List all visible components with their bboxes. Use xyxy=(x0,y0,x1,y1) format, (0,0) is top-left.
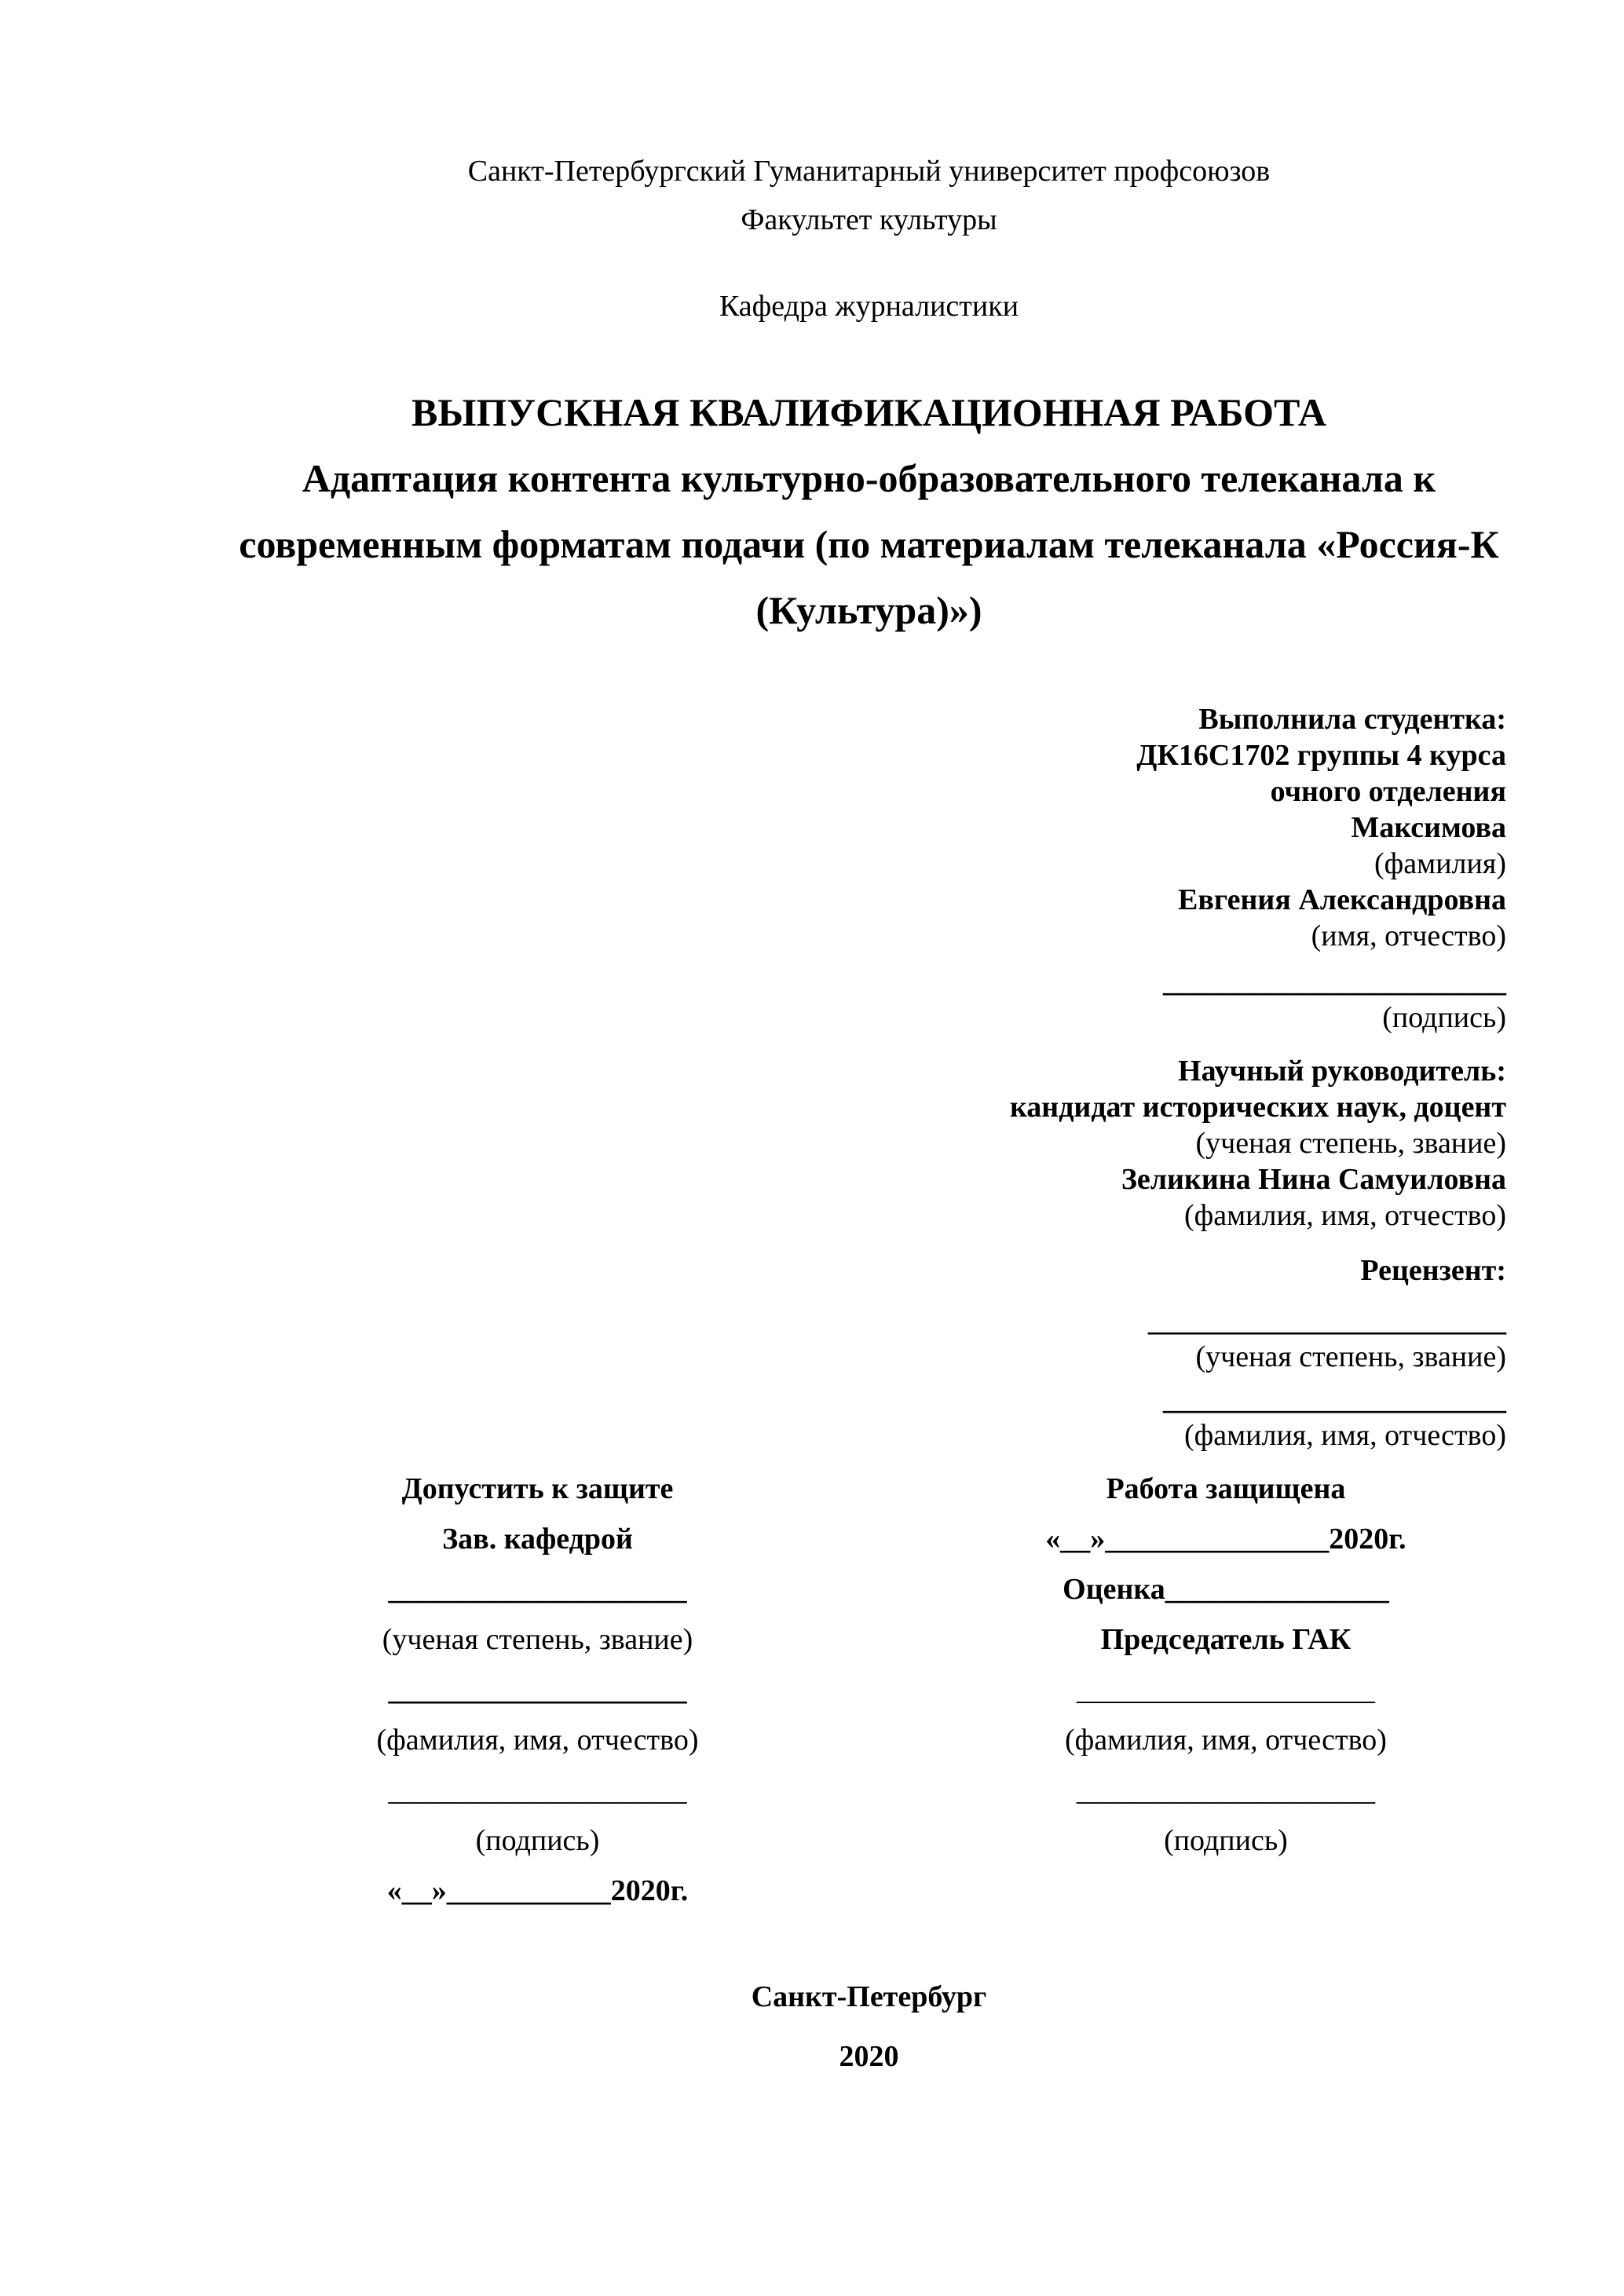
advisor-name-caption: (фамилия, имя, отчество) xyxy=(1183,1199,1506,1232)
reviewer-name-caption: (фамилия, имя, отчество) xyxy=(1183,1419,1506,1452)
reviewer-degree-line: ________________________ xyxy=(1148,1304,1506,1337)
advisor-degree: кандидат исторических наук, доцент xyxy=(1009,1091,1506,1124)
student-block xyxy=(232,701,1506,1036)
faculty-name: Факультет культуры xyxy=(741,203,997,236)
performed-by-label: Выполнила студентка: xyxy=(1198,703,1506,736)
right-date-line: «__»_______________2020г. xyxy=(1045,1523,1406,1556)
grade-line: Оценка_______________ xyxy=(1063,1573,1389,1606)
title-block xyxy=(232,379,1506,643)
reviewer-degree-caption: (ученая степень, звание) xyxy=(1195,1340,1506,1373)
gak-chairman-label: Председатель ГАК xyxy=(1100,1623,1352,1656)
admit-to-defense-label: Допустить к защите xyxy=(401,1472,674,1505)
reviewer-label: Рецензент: xyxy=(1360,1254,1506,1287)
student-signature-caption: (подпись) xyxy=(1382,1001,1506,1034)
approval-section xyxy=(232,1471,1506,1923)
left-date-line: «__»___________2020г. xyxy=(386,1874,689,1907)
work-type-title: ВЫПУСКНАЯ КВАЛИФИКАЦИОННАЯ РАБОТА xyxy=(411,390,1326,434)
right-signature-caption: (подпись) xyxy=(1164,1824,1288,1857)
left-degree-line: ____________________ xyxy=(388,1573,687,1606)
name-caption: (имя, отчество) xyxy=(1311,919,1506,952)
department-name: Кафедра журналистики xyxy=(719,290,1019,323)
left-signature-caption: (подпись) xyxy=(475,1824,600,1857)
admit-to-defense-column xyxy=(232,1471,843,1923)
student-name: Евгения Александровна xyxy=(1178,883,1506,916)
right-signature-line: ____________________ xyxy=(1076,1774,1375,1807)
credits-section xyxy=(232,701,1506,1453)
advisor-degree-caption: (ученая степень, звание) xyxy=(1195,1127,1506,1160)
right-name-line: ____________________ xyxy=(1076,1673,1375,1706)
work-defended-label: Работа защищена xyxy=(1106,1472,1346,1505)
left-degree-caption: (ученая степень, звание) xyxy=(382,1623,693,1656)
surname-caption: (фамилия) xyxy=(1374,847,1506,880)
left-name-caption: (фамилия, имя, отчество) xyxy=(376,1724,699,1757)
advisor-block xyxy=(232,1053,1506,1234)
right-name-caption: (фамилия, имя, отчество) xyxy=(1064,1724,1387,1757)
left-signature-line: ____________________ xyxy=(388,1774,687,1807)
defense-result-column xyxy=(946,1471,1506,1923)
reviewer-block xyxy=(232,1252,1506,1453)
advisor-label: Научный руководитель: xyxy=(1178,1055,1506,1088)
head-of-department-label: Зав. кафедрой xyxy=(442,1523,633,1556)
student-surname: Максимова xyxy=(1351,811,1506,844)
thesis-topic: Адаптация контента культурно-образовательного телеканала к современным форматам подачи (по материалам телеканала «Россия-К (Культура)») xyxy=(239,456,1499,632)
student-group: ДК16С1702 группы 4 курса xyxy=(1136,739,1506,772)
student-signature-line: _______________________ xyxy=(1163,965,1506,998)
university-name: Санкт-Петербургский Гуманитарный университет профсоюзов xyxy=(467,155,1271,188)
left-name-line: ____________________ xyxy=(388,1673,687,1706)
footer-year: 2020 xyxy=(839,2040,899,2073)
document-footer xyxy=(232,1980,1506,2074)
study-form: очного отделения xyxy=(1270,775,1506,808)
footer-city: Санкт-Петербург xyxy=(751,1980,987,2013)
advisor-name: Зеликина Нина Самуиловна xyxy=(1121,1163,1506,1196)
reviewer-name-line: _______________________ xyxy=(1163,1383,1506,1416)
document-header xyxy=(232,153,1506,324)
